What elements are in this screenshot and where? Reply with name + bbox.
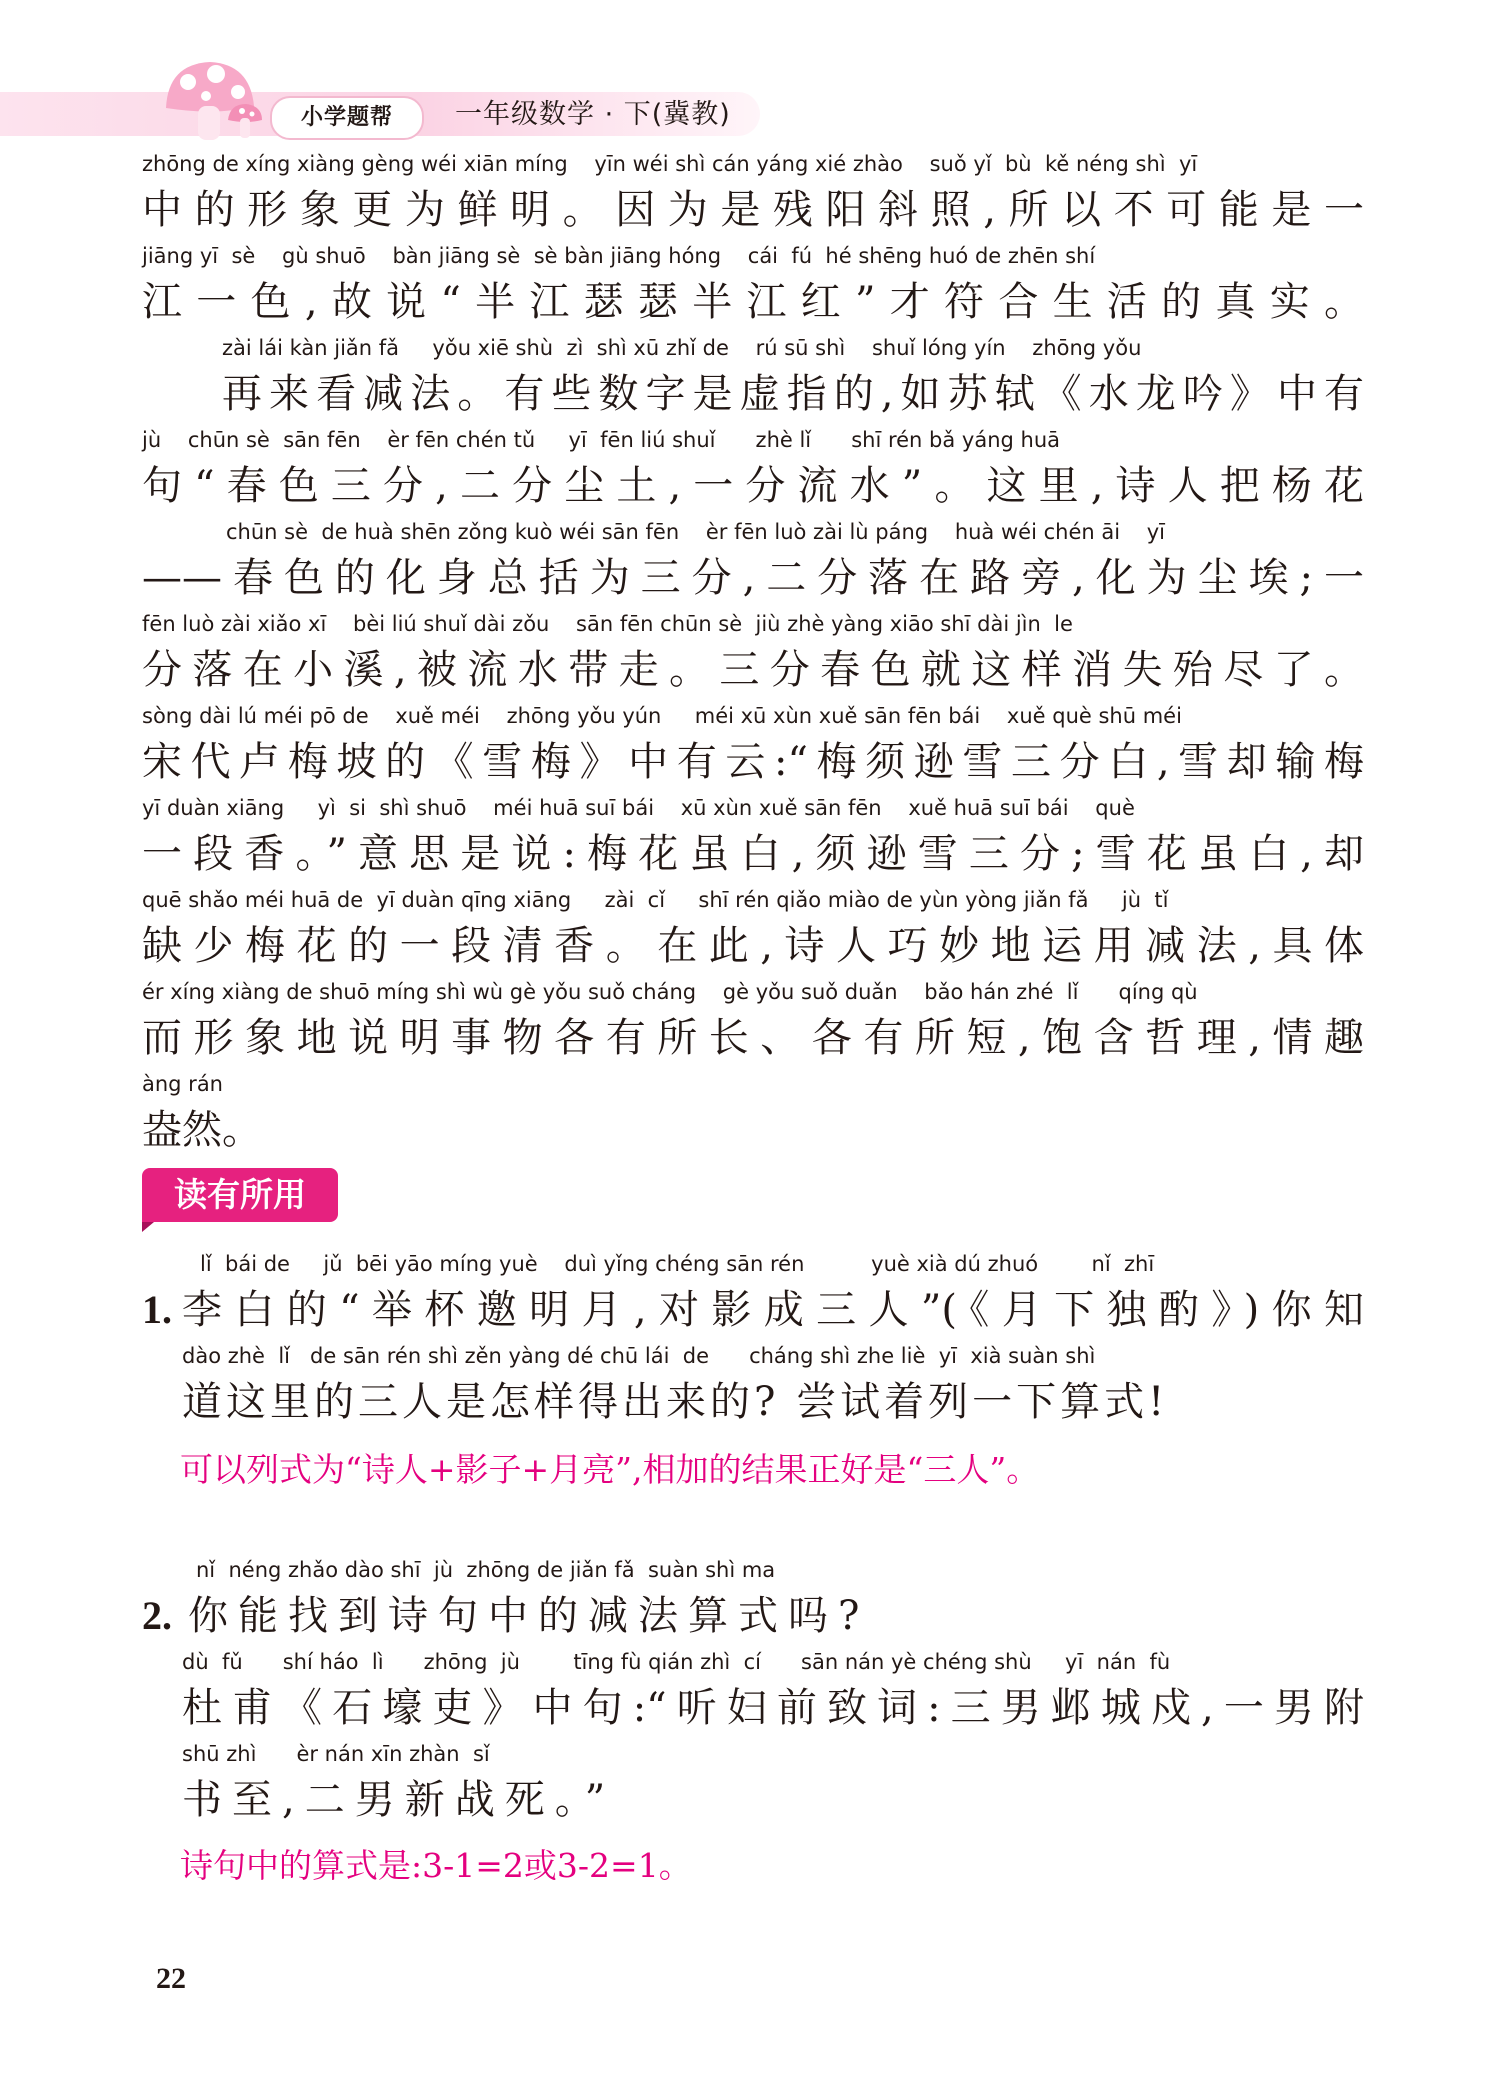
passage-text: 盎然。 <box>142 1107 262 1153</box>
passage-text: 宋代卢梅坡的《雪梅》中有云:“梅须逊雪三分白,雪却输梅 <box>142 739 1364 785</box>
question-number: 1 <box>142 1287 162 1332</box>
page-header <box>0 0 1506 150</box>
passage-text: 而形象地说明事物各有所长、各有所短,饱含哲理,情趣 <box>142 1015 1364 1061</box>
passage-text: 缺少梅花的一段清香。在此,诗人巧妙地运用减法,具体 <box>142 923 1364 969</box>
passage-line <box>142 520 1364 612</box>
passage-line <box>142 704 1364 796</box>
brand-label: 小学题帮 <box>270 96 424 140</box>
passage-text: 分落在小溪,被流水带走。三分春色就这样消失殆尽了。 <box>142 647 1364 693</box>
question-text: 道这里的三人是怎样得出来的? 尝试着列一下算式! <box>182 1379 1169 1425</box>
pinyin-annotation: ér xíng xiàng de shuō míng shì wù gè yǒu suǒ cháng gè yǒu suǒ duǎn bǎo hán zhé lǐ qíng qù <box>142 980 1198 1004</box>
pinyin-annotation: zài lái kàn jiǎn fǎ yǒu xiē shù zì shì xū zhǐ de rú sū shì shuǐ lóng yín zhōng yǒu <box>222 336 1142 360</box>
passage-line <box>142 796 1364 888</box>
answer-text: 诗句中的算式是:3-1=2或3-2=1。 <box>180 1846 692 1885</box>
passage-text: 句“春色三分,二分尘土,一分流水”。这里,诗人把杨花 <box>142 463 1364 509</box>
question-text: 你能找到诗句中的减法算式吗? <box>188 1593 870 1639</box>
question-line <box>142 1742 1364 1834</box>
question-number-wrap: 1. <box>142 1287 172 1332</box>
section-title: 读有所用 <box>142 1168 338 1222</box>
question-line <box>142 1252 1364 1344</box>
pinyin-annotation: nǐ néng zhǎo dào shī jù zhōng de jiǎn fǎ suàn shì ma <box>196 1558 776 1582</box>
pinyin-annotation: dù fǔ shí háo lì zhōng jù tīng fù qián zhì cí sān nán yè chéng shù yī nán fù <box>182 1650 1171 1674</box>
pinyin-annotation: dào zhè lǐ de sān rén shì zěn yàng dé chū lái de cháng shì zhe liè yī xià suàn shì <box>182 1344 1096 1368</box>
question-number-wrap: 2. <box>142 1593 172 1638</box>
pinyin-annotation: fēn luò zài xiǎo xī bèi liú shuǐ dài zǒu sān fēn chūn sè jiù zhè yàng xiāo shī dài jìn le <box>142 612 1073 636</box>
pinyin-annotation: yī duàn xiāng yì si shì shuō méi huā suī bái xū xùn xuě sān fēn xuě huā suī bái què <box>142 796 1135 820</box>
passage-line <box>142 612 1364 704</box>
passage-line <box>142 428 1364 520</box>
passage-line <box>142 244 1364 336</box>
passage-line <box>142 1072 1364 1164</box>
answer-text: 可以列式为“诗人+影子+月亮”,相加的结果正好是“三人”。 <box>180 1450 1040 1489</box>
pinyin-annotation: shū zhì èr nán xīn zhàn sǐ <box>182 1742 490 1766</box>
pinyin-annotation: quē shǎo méi huā de yī duàn qīng xiāng zài cǐ shī rén qiǎo miào de yùn yòng jiǎn fǎ jù tǐ <box>142 888 1169 912</box>
question-text: 书至,二男新战死。” <box>182 1777 616 1823</box>
pinyin-annotation: jiāng yī sè gù shuō bàn jiāng sè sè bàn jiāng hóng cái fú hé shēng huó de zhēn shí <box>142 244 1096 268</box>
question-text: 李白的“举杯邀明月,对影成三人”(《月下独酌》)你知 <box>182 1287 1364 1333</box>
page-number: 22 <box>156 1962 186 1995</box>
question-line <box>142 1650 1364 1742</box>
pinyin-annotation: zhōng de xíng xiàng gèng wéi xiān míng yīn wéi shì cán yáng xié zhào suǒ yǐ bù kě néng shì yī <box>142 152 1198 176</box>
passage-line <box>142 336 1364 428</box>
pinyin-annotation: chūn sè de huà shēn zǒng kuò wéi sān fēn èr fēn luò zài lù páng huà wéi chén āi yī <box>226 520 1166 544</box>
pinyin-annotation: lǐ bái de jǔ bēi yāo míng yuè duì yǐng chéng sān rén yuè xià dú zhuó nǐ zhī <box>200 1252 1155 1276</box>
passage-line <box>142 980 1364 1072</box>
passage-text: ——春色的化身总括为三分,二分落在路旁,化为尘埃;一 <box>142 555 1364 601</box>
passage-line <box>142 152 1364 244</box>
pinyin-annotation: àng rán <box>142 1072 223 1096</box>
book-title: 一年级数学 · 下(冀教) <box>455 99 731 130</box>
question-number: 2 <box>142 1593 162 1638</box>
question-line <box>142 1558 1364 1650</box>
question-text: 杜甫《石壕吏》中句:“听妇前致词:三男邺城戍,一男附 <box>182 1685 1364 1731</box>
pinyin-annotation: sòng dài lú méi pō de xuě méi zhōng yǒu yún méi xū xùn xuě sān fēn bái xuě què shū méi <box>142 704 1182 728</box>
passage-line <box>142 888 1364 980</box>
question-line <box>142 1344 1364 1436</box>
passage-text: 江一色,故说“半江瑟瑟半江红”才符合生活的真实。 <box>142 279 1364 325</box>
pinyin-annotation: jù chūn sè sān fēn èr fēn chén tǔ yī fēn liú shuǐ zhè lǐ shī rén bǎ yáng huā <box>142 428 1061 452</box>
passage-text: 中的形象更为鲜明。因为是残阳斜照,所以不可能是一 <box>142 187 1364 233</box>
passage-text: 再来看减法。有些数字是虚指的,如苏轼《水龙吟》中有 <box>222 371 1364 417</box>
mushroom-icon <box>158 56 268 146</box>
passage-text: 一段香。”意思是说:梅花虽白,须逊雪三分;雪花虽白,却 <box>142 831 1364 877</box>
